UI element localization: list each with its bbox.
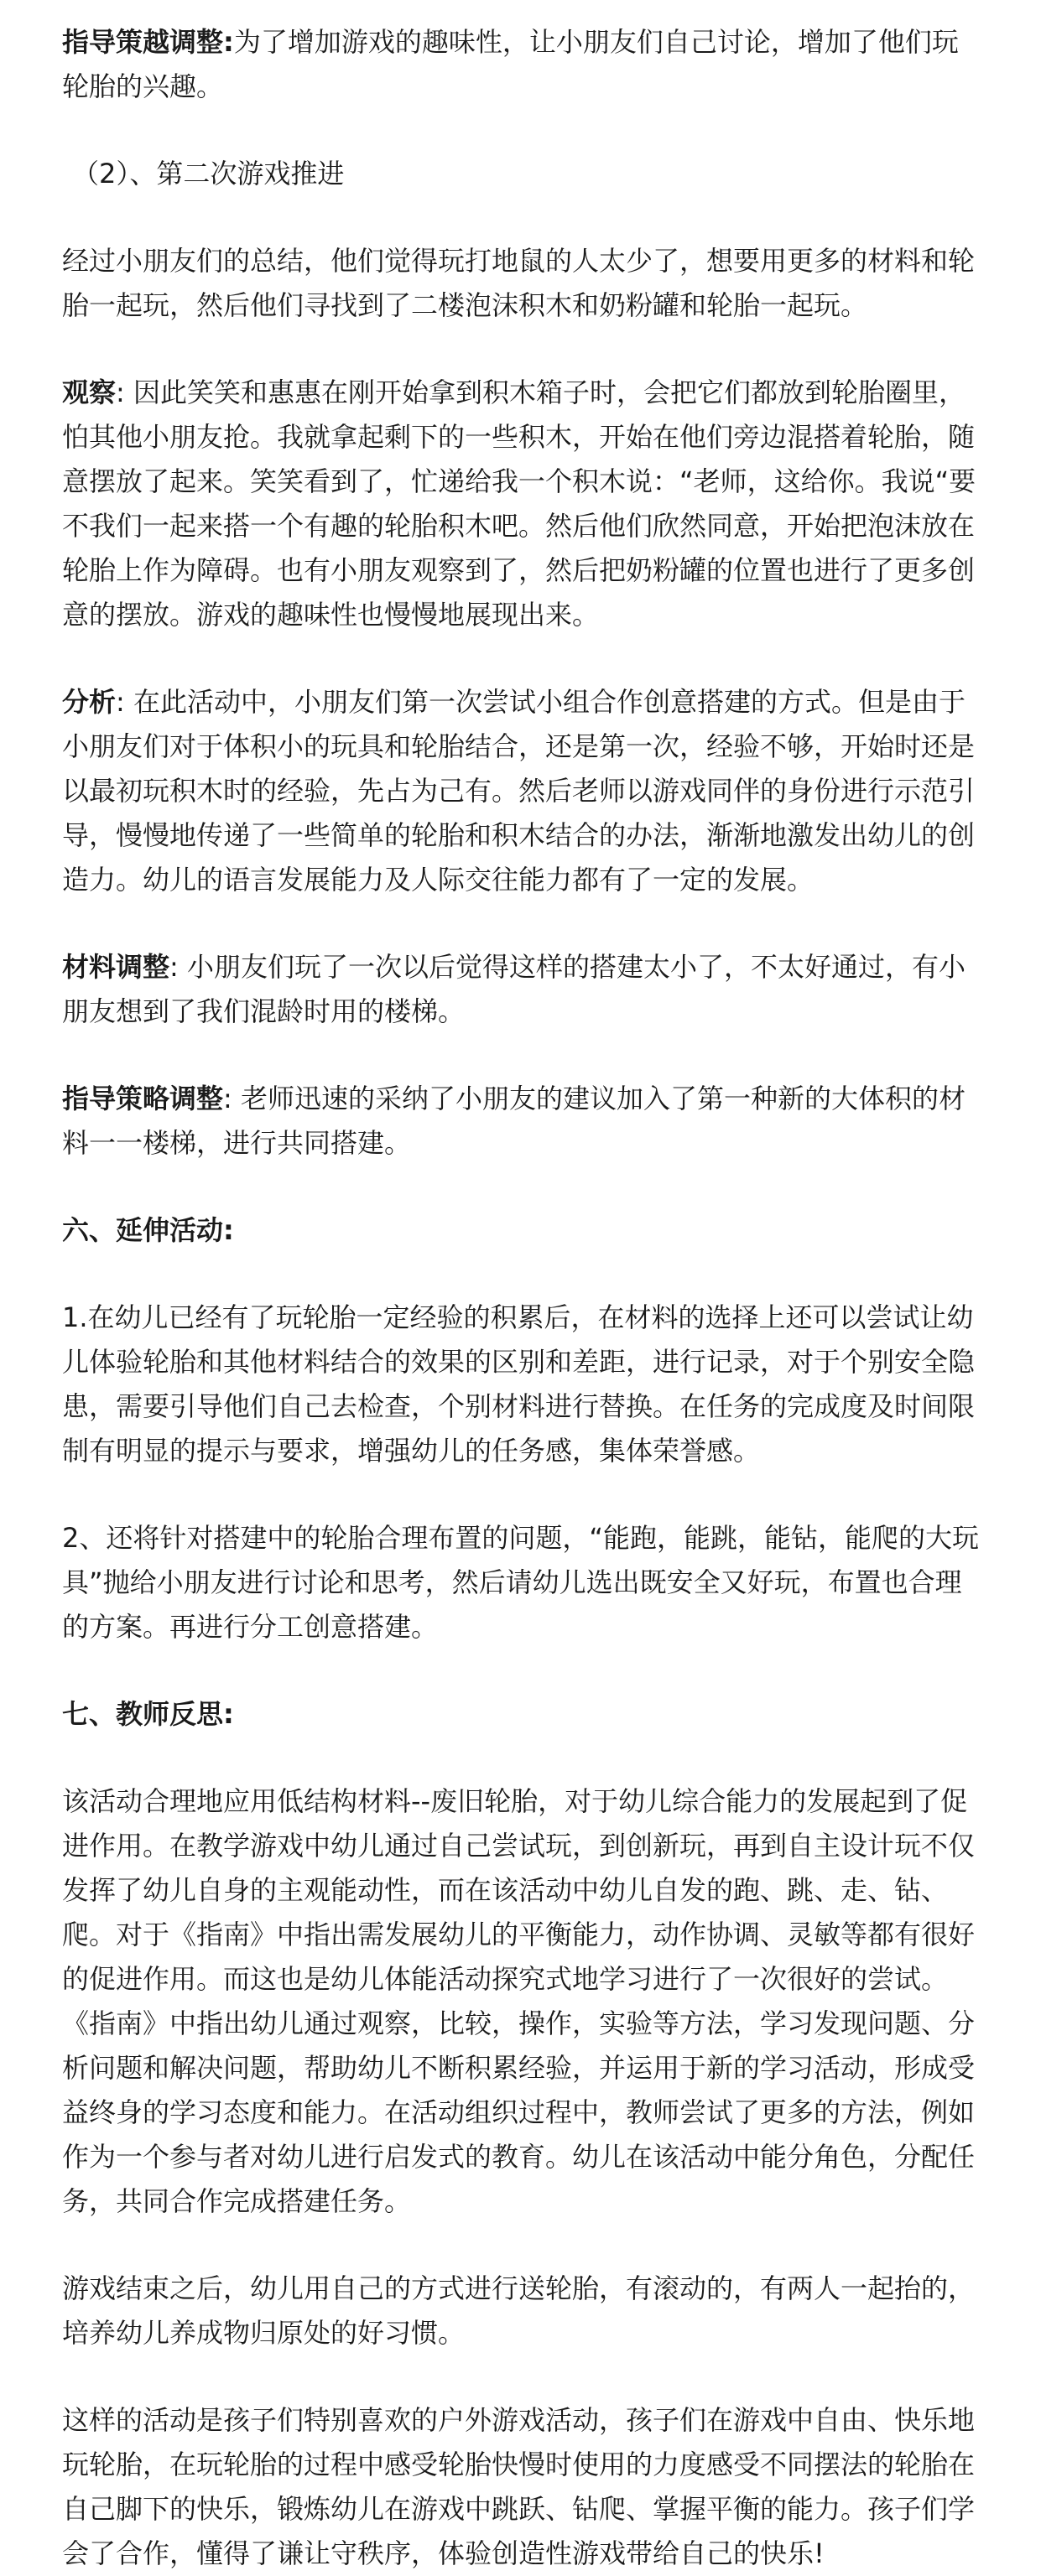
section-title-second-game: （2）、第二次游戏推进	[72, 158, 345, 190]
paragraph-lead: 观察	[62, 377, 117, 408]
heading-extension-activity: 六、延伸活动:	[62, 1214, 234, 1246]
heading-teacher-reflection: 七、教师反思:	[62, 1698, 234, 1730]
paragraph-lead: 指导策略调整	[62, 1083, 224, 1114]
paragraph-analysis	[62, 680, 979, 902]
paragraph-guidance-adjustment-1	[62, 20, 979, 109]
paragraph-text: 为了增加游戏的趣味性，让小朋友们自己讨论，增加了他们玩轮胎的兴趣。	[62, 26, 959, 102]
paragraph-extension-2: 2、还将针对搭建中的轮胎合理布置的问题，“能跑，能跳，能钻，能爬的大玩具”抛给小朋友进行讨论和思考，然后请幼儿选出既安全又好玩，布置也合理的方案。再进行分工创意搭建。	[62, 1522, 979, 1643]
paragraph-reflection-1: 该活动合理地应用低结构材料--废旧轮胎，对于幼儿综合能力的发展起到了促进作用。在教学游戏中幼儿通过自己尝试玩，到创新玩，再到自主设计玩不仅发挥了幼儿自身的主观能动性，而在该活动中幼儿自发的跑、跳、走、钻、爬。对于《指南》中指出需发展幼儿的平衡能力，动作协调、灵敏等都有很好的促进作用。而这也是幼儿体能活动探究式地学习进行了一次很好的尝试。《指南》中指出幼儿通过观察，比较，操作，实验等方法，学习发现问题、分析问题和解决问题，帮助幼儿不断积累经验，并运用于新的学习活动，形成受益终身的学习态度和能力。在活动组织过程中，教师尝试了更多的方法，例如作为一个参与者对幼儿进行启发式的教育。幼儿在该活动中能分角色，分配任务，共同合作完成搭建任务。	[62, 1785, 976, 2217]
paragraph-reflection-2: 游戏结束之后，幼儿用自己的方式进行送轮胎，有滚动的，有两人一起抬的，培养幼儿养成物归原处的好习惯。	[62, 2272, 976, 2349]
paragraph-material-adjustment	[62, 945, 979, 1034]
paragraph-guidance-adjustment-2	[62, 1077, 979, 1166]
paragraph-text: : 小朋友们玩了一次以后觉得这样的搭建太小了，不太好通过，有小朋友想到了我们混龄时用的楼梯。	[62, 951, 966, 1027]
paragraph-text: : 在此活动中，小朋友们第一次尝试小组合作创意搭建的方式。但是由于小朋友们对于体积小的玩具和轮胎结合，还是第一次，经验不够，开始时还是以最初玩积木时的经验，先占为己有。然后老师以游戏同伴的身份进行示范引导，慢慢地传递了一些简单的轮胎和积木结合的办法，渐渐地激发出幼儿的创造力。幼儿的语言发展能力及人际交往能力都有了一定的发展。	[62, 686, 976, 896]
paragraph-observation	[62, 371, 979, 637]
paragraph-text: : 老师迅速的采纳了小朋友的建议加入了第一种新的大体积的材料一一楼梯，进行共同搭建。	[62, 1083, 966, 1159]
paragraph-lead: 分析	[62, 686, 117, 718]
paragraph-summary: 经过小朋友们的总结，他们觉得玩打地鼠的人太少了，想要用更多的材料和轮胎一起玩，然后他们寻找到了二楼泡沫积木和奶粉罐和轮胎一起玩。	[62, 245, 976, 321]
paragraph-extension-1: 1.在幼儿已经有了玩轮胎一定经验的积累后，在材料的选择上还可以尝试让幼儿体验轮胎和其他材料结合的效果的区别和差距，进行记录，对于个别安全隐患，需要引导他们自己去检查，个别材料进行替换。在任务的完成度及时间限制有明显的提示与要求，增强幼儿的任务感，集体荣誉感。	[62, 1301, 976, 1467]
paragraph-reflection-3: 这样的活动是孩子们特别喜欢的户外游戏活动，孩子们在游戏中自由、快乐地玩轮胎，在玩轮胎的过程中感受轮胎快慢时使用的力度感受不同摆法的轮胎在自己脚下的快乐，锻炼幼儿在游戏中跳跃、钻爬、掌握平衡的能力。孩子们学会了合作，懂得了谦让守秩序，体验创造性游戏带给自己的快乐!	[62, 2404, 976, 2569]
document-body	[62, 20, 979, 2576]
paragraph-text: : 因此笑笑和惠惠在刚开始拿到积木箱子时，会把它们都放到轮胎圈里，怕其他小朋友抢。我就拿起剩下的一些积木，开始在他们旁边混搭着轮胎，随意摆放了起来。笑笑看到了，忙递给我一个积木说：“老师，这给你。我说“要不我们一起来搭一个有趣的轮胎积木吧。然后他们欣然同意，开始把泡沫放在轮胎上作为障碍。也有小朋友观察到了，然后把奶粉罐的位置也进行了更多创意的摆放。游戏的趣味性也慢慢地展现出来。	[62, 377, 976, 631]
paragraph-lead: 材料调整	[62, 951, 170, 983]
paragraph-lead: 指导策越调整:	[62, 26, 234, 58]
